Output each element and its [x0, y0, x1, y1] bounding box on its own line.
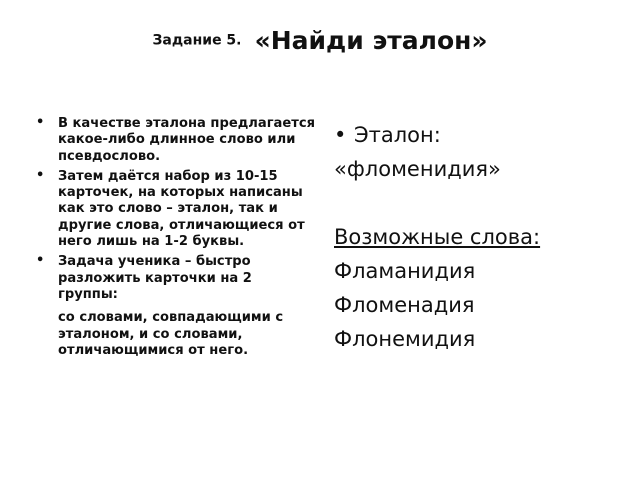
possible-word: Фламанидия	[334, 259, 476, 283]
bullet-icon: •	[334, 123, 347, 147]
list-item-text: Задача ученика – быстро разложить карточки на 2 группы:	[58, 254, 252, 302]
etalon-word: «фломенидия»	[334, 157, 501, 181]
list-continuation: со словами, совпадающими с эталоном, и со словами, отличающимися от него.	[58, 310, 284, 358]
possible-word: Фломенадия	[334, 293, 475, 317]
list-item-text: Затем даётся набор из 10-15 карточек, на которых написаны как это слово – эталон, так и другие слова, отличающиеся от него лишь на 1-2 буквы.	[58, 168, 305, 250]
list-item	[36, 169, 316, 250]
bullet-icon: •	[36, 253, 45, 269]
task-name: «Найди эталон»	[254, 26, 488, 55]
list-item	[36, 254, 316, 303]
etalon-item	[334, 118, 634, 152]
task-number: Задание 5.	[152, 32, 242, 49]
slide-title	[0, 26, 640, 55]
list-item	[36, 116, 316, 165]
bullet-icon: •	[36, 167, 45, 183]
instructions-list	[36, 116, 316, 359]
list-item-text: В качестве эталона предлагается какое-либо длинное слово или псевдослово.	[58, 116, 316, 164]
possible-words-label: Возможные слова:	[334, 225, 541, 249]
bullet-icon: •	[36, 115, 45, 130]
spacer	[334, 186, 634, 220]
possible-word: Флонемидия	[334, 327, 476, 351]
example-panel	[334, 118, 634, 356]
etalon-label: Эталон:	[354, 123, 441, 147]
